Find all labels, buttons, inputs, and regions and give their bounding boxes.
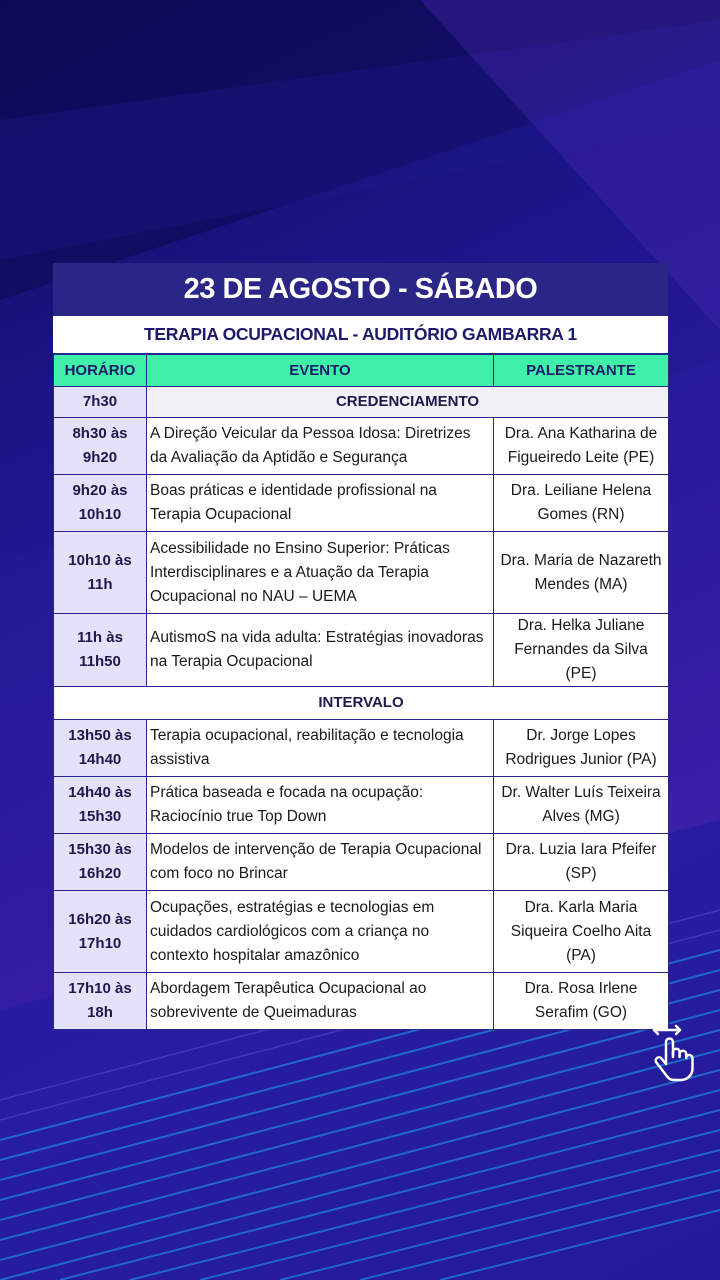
row-speaker: Dr. Jorge Lopes Rodrigues Junior (PA): [494, 720, 669, 777]
row-time: 16h20 às 17h10: [54, 891, 147, 973]
row-time: 9h20 às 10h10: [54, 475, 147, 532]
row-event: Prática baseada e focada na ocupação: Raciocínio true Top Down: [147, 777, 494, 834]
session-subtitle: TERAPIA OCUPACIONAL - AUDITÓRIO GAMBARRA 1: [53, 316, 668, 354]
credenciamento-label: CREDENCIAMENTO: [147, 387, 669, 418]
intervalo-label: INTERVALO: [54, 687, 669, 720]
row-speaker: Dra. Maria de Nazareth Mendes (MA): [494, 532, 669, 614]
row-speaker: Dr. Walter Luís Teixeira Alves (MG): [494, 777, 669, 834]
row-time: 15h30 às 16h20: [54, 834, 147, 891]
row-event: Ocupações, estratégias e tecnologias em cuidados cardiológicos com a criança no contexto hospitalar amazônico: [147, 891, 494, 973]
row-event: Terapia ocupacional, reabilitação e tecnologia assistiva: [147, 720, 494, 777]
row-speaker: Dra. Helka Juliane Fernandes da Silva (PE): [494, 614, 669, 687]
row-time: 8h30 às 9h20: [54, 418, 147, 475]
page-title: 23 DE AGOSTO - SÁBADO: [53, 263, 668, 316]
row-time: 10h10 às 11h: [54, 532, 147, 614]
row-time: 14h40 às 15h30: [54, 777, 147, 834]
table-row-credenciamento: [54, 387, 669, 418]
column-header-speaker: PALESTRANTE: [494, 355, 669, 387]
table-row: [54, 973, 669, 1030]
table-row: [54, 720, 669, 777]
schedule-table: [53, 354, 669, 1030]
swipe-hand-icon: [648, 1024, 694, 1082]
row-event: Boas práticas e identidade profissional na Terapia Ocupacional: [147, 475, 494, 532]
table-row: [54, 532, 669, 614]
row-event: Abordagem Terapêutica Ocupacional ao sobrevivente de Queimaduras: [147, 973, 494, 1030]
row-time: 13h50 às 14h40: [54, 720, 147, 777]
table-row: [54, 614, 669, 687]
row-time: 7h30: [54, 387, 147, 418]
row-speaker: Dra. Leiliane Helena Gomes (RN): [494, 475, 669, 532]
row-event: Modelos de intervenção de Terapia Ocupacional com foco no Brincar: [147, 834, 494, 891]
table-row: [54, 777, 669, 834]
table-row: [54, 475, 669, 532]
table-row-intervalo: [54, 687, 669, 720]
table-row: [54, 834, 669, 891]
row-event: Acessibilidade no Ensino Superior: Práticas Interdisciplinares e a Atuação da Terapia Ocupacional no NAU – UEMA: [147, 532, 494, 614]
table-row: [54, 891, 669, 973]
row-speaker: Dra. Ana Katharina de Figueiredo Leite (PE): [494, 418, 669, 475]
table-header-row: [54, 355, 669, 387]
row-time: 11h às 11h50: [54, 614, 147, 687]
schedule-card: [53, 263, 668, 1030]
row-speaker: Dra. Luzia Iara Pfeifer (SP): [494, 834, 669, 891]
column-header-time: HORÁRIO: [54, 355, 147, 387]
row-event: AutismoS na vida adulta: Estratégias inovadoras na Terapia Ocupacional: [147, 614, 494, 687]
row-time: 17h10 às 18h: [54, 973, 147, 1030]
row-event: A Direção Veicular da Pessoa Idosa: Diretrizes da Avaliação da Aptidão e Segurança: [147, 418, 494, 475]
column-header-event: EVENTO: [147, 355, 494, 387]
row-speaker: Dra. Rosa Irlene Serafim (GO): [494, 973, 669, 1030]
row-speaker: Dra. Karla Maria Siqueira Coelho Aita (PA): [494, 891, 669, 973]
table-row: [54, 418, 669, 475]
